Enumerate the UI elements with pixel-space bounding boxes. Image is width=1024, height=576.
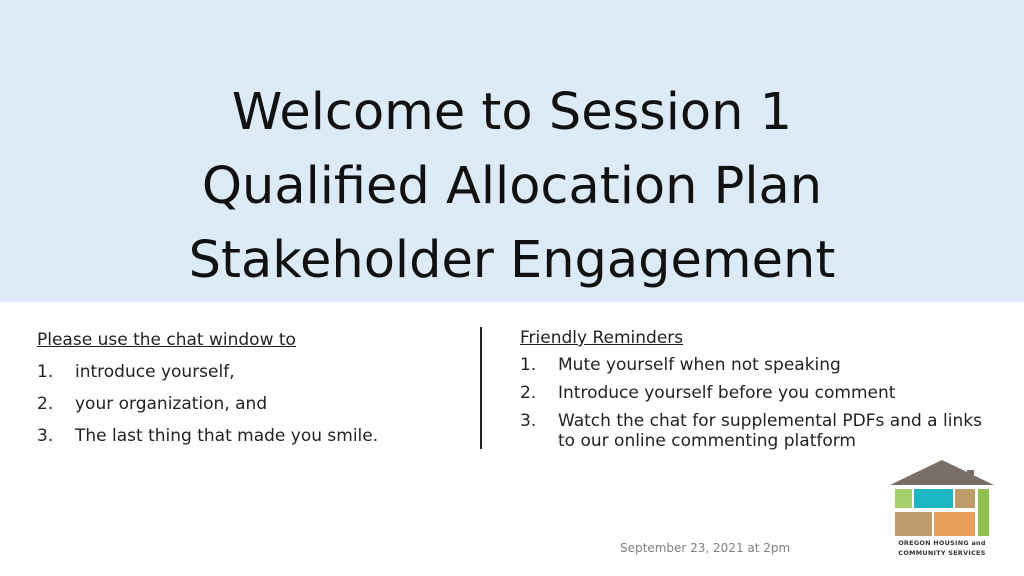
logo-block-orange [934, 512, 975, 536]
list-text: Introduce yourself before you comment [558, 383, 896, 403]
logo-block-tan-large [895, 512, 932, 536]
list-number: 2. [37, 394, 54, 414]
list-number: 3. [37, 426, 54, 446]
logo-text-line-2: COMMUNITY SERVICES [898, 549, 986, 557]
logo-block-teal [914, 489, 953, 508]
list-item [520, 411, 990, 451]
list-item [37, 361, 467, 383]
list-item [37, 393, 467, 415]
title-line-2: Qualified Allocation Plan [201, 157, 823, 216]
ohcs-logo [888, 458, 996, 564]
logo-text-line-1: OREGON HOUSING and [898, 539, 986, 547]
list-text: your organization, and [75, 394, 268, 414]
list-number: 1. [37, 362, 54, 382]
list-item [520, 383, 990, 403]
title-line-3: Stakeholder Engagement [188, 231, 836, 290]
list-number: 3. [520, 411, 537, 431]
slide-title [0, 76, 1024, 298]
list-item [520, 355, 990, 375]
list-text: The last thing that made you smile. [75, 426, 379, 446]
list-number: 2. [520, 383, 537, 403]
column-divider [480, 327, 482, 449]
list-text: Watch the chat for supplemental PDFs and a links to our online commenting platform [558, 411, 982, 451]
chat-instructions-heading: Please use the chat window to [37, 330, 296, 350]
session-date: September 23, 2021 at 2pm [620, 541, 791, 555]
list-text: Mute yourself when not speaking [558, 355, 841, 375]
logo-block-green-dark [978, 489, 989, 536]
logo-block-green-light [895, 489, 912, 508]
chat-instructions-list [37, 361, 467, 447]
house-icon [888, 458, 996, 538]
chat-instructions [37, 329, 467, 457]
logo-chimney [967, 470, 974, 483]
list-item [37, 425, 467, 447]
list-text: introduce yourself, [75, 362, 235, 382]
title-line-1: Welcome to Session 1 [231, 83, 793, 142]
logo-block-tan-small [955, 489, 975, 508]
friendly-reminders-heading: Friendly Reminders [520, 328, 684, 348]
logo-roof [890, 460, 994, 485]
friendly-reminders-list [520, 355, 990, 451]
friendly-reminders [520, 327, 990, 459]
list-number: 1. [520, 355, 537, 375]
